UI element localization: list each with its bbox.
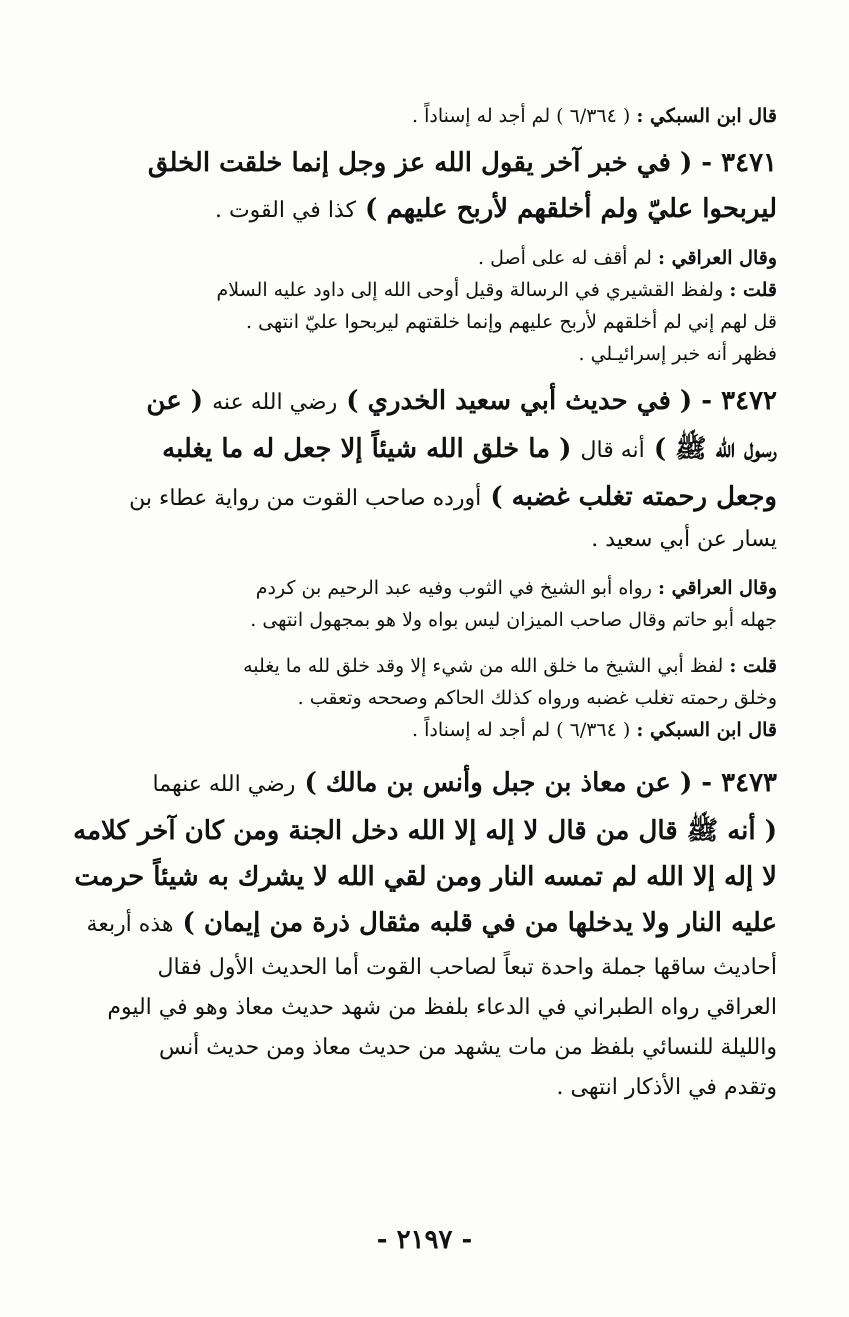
hadith-3473-line-1: ٣٤٧٣ - ( عن معاذ بن جبل وأنس بن مالك ) رضي الله عنهما — [152, 768, 777, 798]
hadith-3473-line-2: ( أنه ﷺ قال من قال لا إله إلا الله دخل الجنة ومن كان آخر كلامه — [73, 816, 777, 846]
qult-note-2-line-2: وخلق رحمته تغلب غضبه ورواه كذلك الحاكم وصححه وتعقب . — [297, 687, 777, 709]
subki-note-2: قال ابن السبكي : ( ٦/٣٦٤ ) لم أجد له إسناداً . — [412, 719, 777, 741]
qult-note-1: قلت : ولفظ القشيري في الرسالة وقيل أوحى الله إلى داود عليه السلام — [216, 279, 777, 301]
iraqi-note-2-line-2: جهله أبو حاتم وقال صاحب الميزان ليس بواه ولا هو بمجهول انتهى . — [250, 609, 777, 631]
page-number: - ٢١٩٧ - — [376, 1225, 473, 1255]
hadith-3472-line-4: يسار عن أبي سعيد . — [591, 527, 777, 552]
hadith-3473-line-5: أحاديث ساقها جملة واحدة تبعاً لصاحب القوت أما الحديث الأول فقال — [157, 955, 777, 980]
hadith-3473-line-6: العراقي رواه الطبراني في الدعاء بلفظ من شهد حديث معاذ وهو في اليوم — [107, 995, 777, 1020]
qult-note-1-line-2: قل لهم إني لم أخلقهم لأربح عليهم وإنما خلقتهم ليربحوا عليّ انتهى . — [246, 311, 777, 333]
hadith-3471-line-2: ليربحوا عليّ ولم أخلقهم لأربح عليهم ) كذا في القوت . — [214, 194, 777, 224]
hadith-3472-line-2: رسول الله ﷺ ) أنه قال ( ما خلق الله شيئاً إلا جعل له ما يغلبه — [162, 434, 777, 464]
hadith-3473-line-3: لا إله إلا الله لم تمسه النار ومن لقي الله لا يشرك به شيئاً حرمت — [74, 862, 777, 892]
hadith-3472-line-3: وجعل رحمته تغلب غضبه ) أورده صاحب القوت من رواية عطاء بن — [129, 482, 777, 512]
iraqi-note-2: وقال العراقي : رواه أبو الشيخ في الثوب وفيه عبد الرحيم بن كردم — [255, 577, 777, 599]
qult-note-2: قلت : لفظ أبي الشيخ ما خلق الله من شيء إلا وقد خلق لله ما يغلبه — [243, 655, 777, 677]
hadith-3473-line-8: وتقدم في الأذكار انتهى . — [556, 1075, 777, 1100]
page-body — [72, 100, 777, 1108]
hadith-3473-line-7: والليلة للنسائي بلفظ من مات يشهد من حديث معاذ ومن حديث أنس — [159, 1035, 777, 1060]
subki-note-1: قال ابن السبكي : ( ٦/٣٦٤ ) لم أجد له إسناداً . — [412, 105, 777, 127]
hadith-3472-line-1: ٣٤٧٢ - ( في حديث أبي سعيد الخدري ) رضي الله عنه ( عن — [146, 386, 777, 416]
qult-note-1-line-3: فظهر أنه خبر إسرائيـلي . — [578, 343, 777, 365]
hadith-3473-line-4: عليه النار ولا يدخلها من في قلبه مثقال ذرة من إيمان ) هذه أربعة — [86, 908, 777, 938]
iraqi-note-1: وقال العراقي : لم أقف له على أصل . — [477, 247, 777, 269]
hadith-3471-line-1: ٣٤٧١ - ( في خبر آخر يقول الله عز وجل إنما خلقت الخلق — [147, 148, 777, 178]
